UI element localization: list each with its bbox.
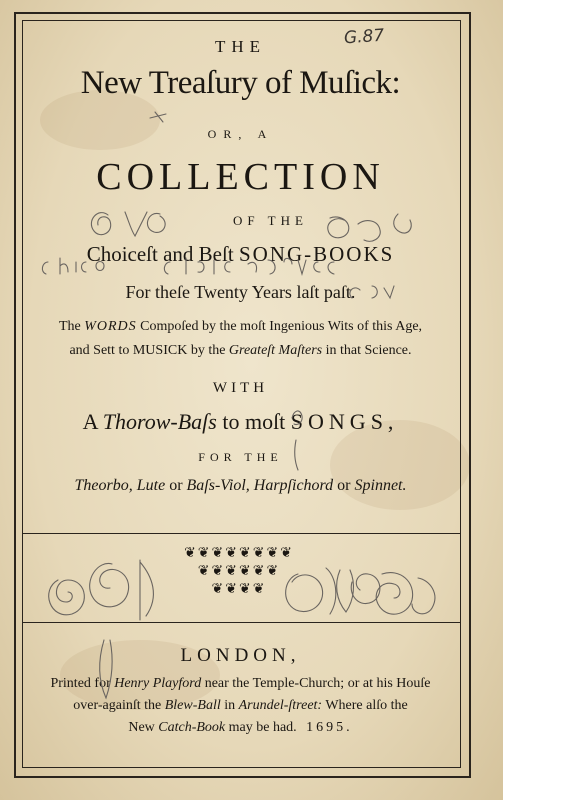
with-word: to moſt: [222, 409, 286, 434]
title-or: OR, A: [207, 127, 274, 141]
imprint-word: New: [128, 720, 155, 735]
printers-ornament: [178, 546, 298, 608]
choicest-text: Choiceſt and Beſt: [86, 242, 234, 266]
ornament-row: [178, 582, 298, 598]
description-line-2: [26, 344, 455, 359]
desc-musick: MUSICK: [132, 343, 188, 358]
imprint-line-3: [26, 721, 455, 736]
ornament-fleuron-icon: ❦: [197, 564, 210, 579]
title-collection: COLLECTION: [96, 156, 385, 198]
ornament-fleuron-icon: ❦: [184, 546, 196, 561]
imprint-line-2: [26, 699, 455, 714]
thorow-bass-emph: Thorow-Baſs: [102, 409, 217, 434]
instrument-bass-viol: Baſs-Viol,: [186, 477, 250, 494]
desc-word: in that Science.: [325, 343, 412, 358]
ornament-fleuron-icon: ❦: [252, 546, 265, 561]
scan-margin: [503, 0, 566, 800]
imprint-line-1: [26, 677, 455, 692]
imprint-printer-name: Henry Playford: [114, 676, 202, 691]
ornament-row: [178, 564, 298, 580]
ornament-fleuron-icon: ❦: [211, 564, 224, 579]
title-the: THE: [214, 37, 267, 56]
instrument-or: or: [337, 477, 351, 494]
thorow-bass-line: [26, 410, 455, 433]
with-heading: WITH: [212, 380, 269, 396]
desc-word: by the: [190, 343, 226, 358]
for-the-heading: FOR THE: [198, 450, 283, 464]
instrument-or: or: [169, 477, 183, 494]
imprint-catch-book: Catch-Book: [158, 720, 226, 735]
title-of-the: OF THE: [233, 213, 308, 228]
title-choicest: [26, 243, 455, 265]
instrument-harpsichord: Harpſichord: [253, 477, 334, 494]
ornament-fleuron-icon: ❦: [252, 582, 265, 597]
imprint-word: Where alſo the: [325, 698, 408, 713]
ornament-fleuron-icon: ❦: [225, 546, 237, 561]
ornament-fleuron-icon: ❦: [225, 564, 237, 579]
ornament-fleuron-icon: ❦: [266, 564, 279, 579]
imprint-word: may be had.: [228, 720, 297, 735]
instrument-lute: Lute: [136, 477, 166, 494]
ornament-row: [178, 546, 298, 562]
ornament-fleuron-icon: ❦: [252, 564, 265, 579]
desc-masters-emph: Greateſt Maſters: [228, 343, 323, 358]
divider-rule: [22, 533, 460, 534]
instrument-theorbo: Theorbo,: [74, 477, 133, 494]
ornament-fleuron-icon: ❦: [211, 546, 224, 561]
ornament-fleuron-icon: ❦: [280, 546, 292, 561]
song-books-text: SONG-BOOKS: [238, 242, 395, 266]
handwritten-shelfmark: G.87: [343, 25, 385, 49]
ornament-fleuron-icon: ❦: [225, 582, 237, 597]
imprint-word: in: [224, 698, 236, 713]
imprint-word: near the Temple-Church; or at his Houſe: [204, 676, 431, 691]
imprint-word: Printed for: [50, 676, 111, 691]
instrument-spinnet: Spinnet.: [354, 477, 407, 494]
ornament-fleuron-icon: ❦: [239, 582, 251, 597]
title-for-these: For theſe Twenty Years laſt paſt.: [125, 282, 356, 302]
ornament-fleuron-icon: ❦: [239, 564, 251, 579]
with-word: A: [82, 409, 98, 434]
desc-word: Compoſed by the moſt Ingenious Wits of this Age,: [140, 319, 423, 334]
ornament-fleuron-icon: ❦: [197, 546, 210, 561]
ornament-fleuron-icon: ❦: [239, 546, 251, 561]
imprint-sign: Blew-Ball: [164, 698, 221, 713]
imprint-year: 1695.: [306, 720, 353, 735]
ornament-fleuron-icon: ❦: [266, 546, 279, 561]
imprint-city: LONDON,: [180, 645, 301, 666]
instruments-line: [26, 478, 455, 495]
songs-caps: SONGS,: [290, 409, 399, 434]
desc-word: and Sett to: [69, 343, 130, 358]
imprint-street: Arundel-ſtreet:: [238, 698, 323, 713]
divider-rule: [22, 622, 460, 623]
ornament-fleuron-icon: ❦: [211, 582, 224, 597]
desc-words-emph: WORDS: [84, 319, 137, 334]
description-line-1: [26, 320, 455, 335]
desc-word: The: [58, 319, 81, 334]
imprint-word: over-againſt the: [73, 698, 162, 713]
main-title: New Treaſury of Muſick:: [80, 65, 401, 101]
